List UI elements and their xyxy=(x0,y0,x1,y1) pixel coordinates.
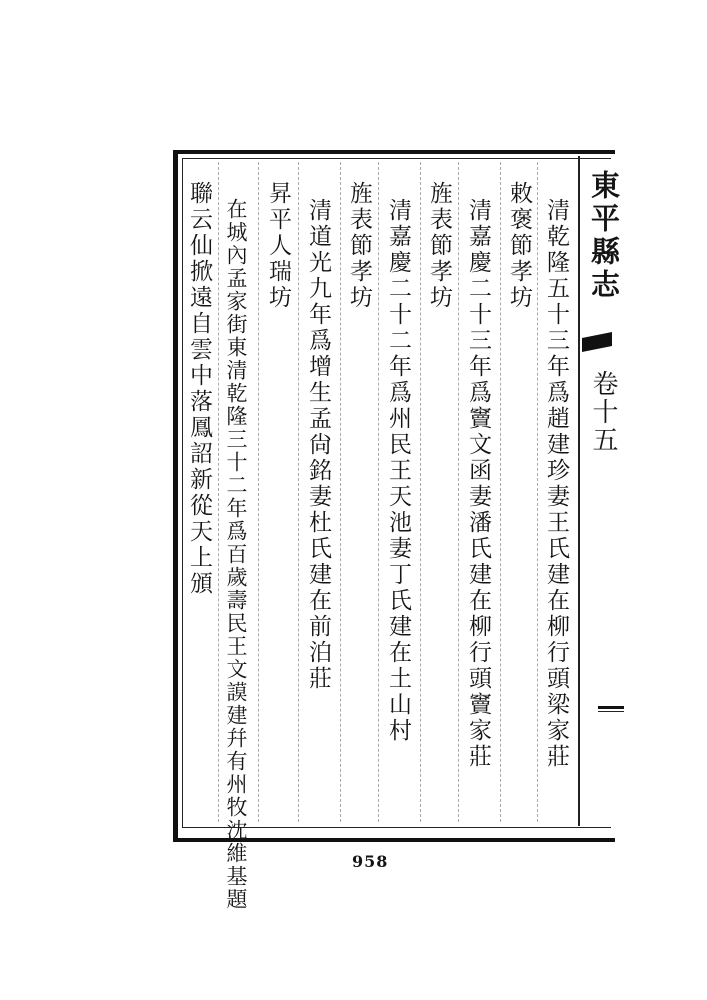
text-column-3: 清嘉慶二十三年爲竇文函妻潘氏建在柳行頭竇家莊 xyxy=(465,198,491,770)
page-frame-center-rule xyxy=(578,156,580,826)
text-column-8: 昇平人瑞坊 xyxy=(265,181,291,311)
column-rule xyxy=(378,162,379,822)
text-column-2: 敕褒節孝坊 xyxy=(506,181,532,311)
margin-mark xyxy=(598,706,624,709)
column-rule xyxy=(298,162,299,822)
column-rule xyxy=(500,162,501,822)
text-column-5: 清嘉慶二十二年爲州民王天池妻丁氏建在土山村 xyxy=(385,198,411,744)
fish-tail-icon xyxy=(582,332,612,358)
text-column-10: 聯云仙掀遠自雲中落鳳詔新從天上頒 xyxy=(186,181,212,597)
margin-volume: 卷十五 xyxy=(588,370,618,454)
column-rule xyxy=(258,162,259,822)
text-column-6: 旌表節孝坊 xyxy=(346,181,372,311)
text-column-4: 旌表節孝坊 xyxy=(426,181,452,311)
column-rule xyxy=(420,162,421,822)
page-number: 958 xyxy=(352,852,389,871)
column-rule xyxy=(458,162,459,822)
margin-title: 東平縣志 xyxy=(587,170,621,302)
text-column-7: 清道光九年爲增生孟尙銘妻杜氏建在前泊莊 xyxy=(305,198,331,692)
text-column-9: 在城內孟家街東清乾隆三十二年爲百歲壽民王文謨建幷有州牧沈維基題 xyxy=(224,198,248,911)
margin-mark xyxy=(598,711,624,712)
column-rule xyxy=(218,162,219,822)
column-rule xyxy=(537,162,538,822)
column-rule xyxy=(340,162,341,822)
text-column-1: 清乾隆五十三年爲趙建珍妻王氏建在柳行頭梁家莊 xyxy=(543,198,569,770)
